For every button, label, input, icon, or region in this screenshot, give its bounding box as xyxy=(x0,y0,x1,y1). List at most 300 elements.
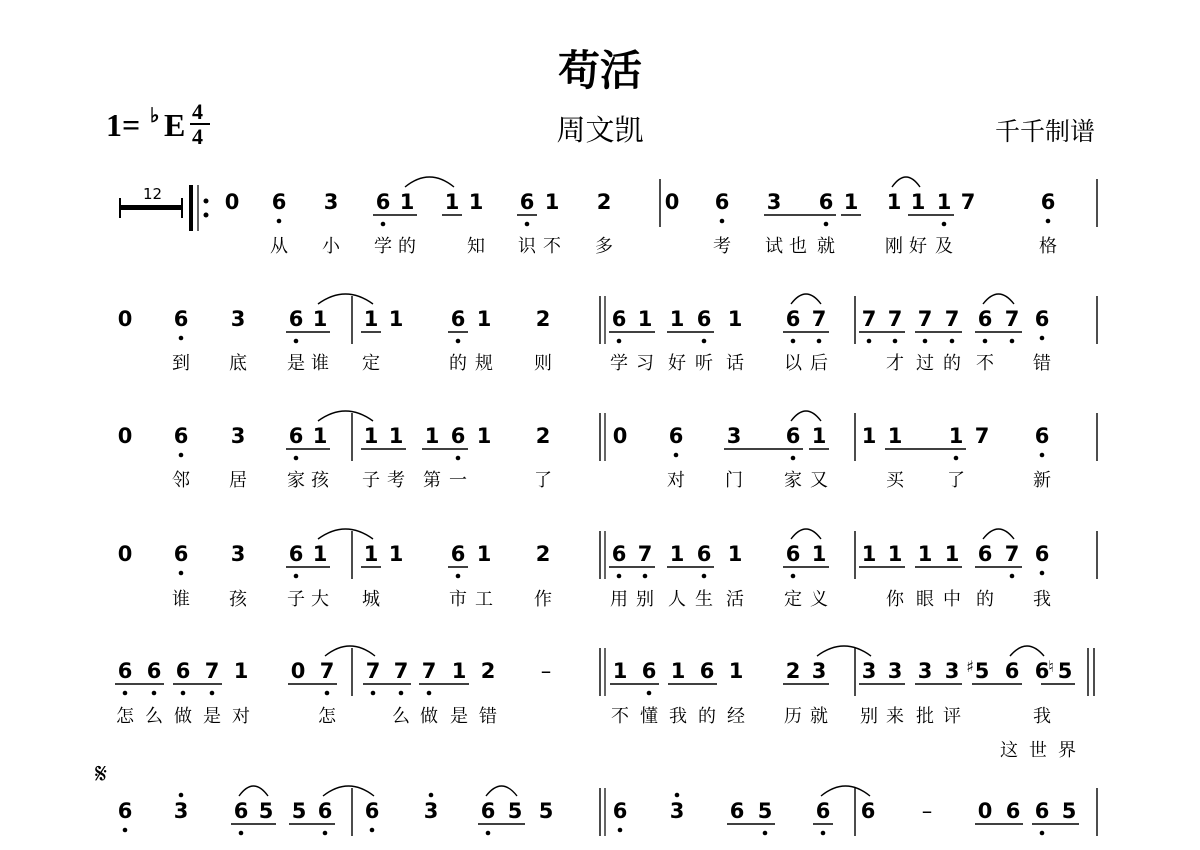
note-number: 6 xyxy=(785,307,801,331)
note-number: 6 xyxy=(611,307,627,331)
lyric-char: 子 xyxy=(287,589,305,610)
octave-dot xyxy=(674,453,679,458)
note-number: 7 xyxy=(319,659,335,683)
octave-dot xyxy=(821,831,826,836)
note-number: 1 xyxy=(811,424,827,448)
note-number: 0 xyxy=(224,190,240,214)
note-number: 1 xyxy=(233,659,249,683)
octave-dot xyxy=(179,793,184,798)
lyric-char: 从 xyxy=(270,236,288,257)
lyric-char: 懂 xyxy=(640,706,658,727)
tie-arc xyxy=(239,786,268,796)
repeat-start-barline xyxy=(189,185,209,231)
octave-dot xyxy=(179,336,184,341)
octave-dot xyxy=(763,831,768,836)
note-number: 1 xyxy=(476,307,492,331)
note-number: 6 xyxy=(977,542,993,566)
tie-arc xyxy=(791,411,821,421)
octave-dot xyxy=(427,691,432,696)
lyric-char: 做 xyxy=(420,706,438,727)
note-number: 1 xyxy=(544,190,560,214)
note-number: 6 xyxy=(1034,799,1050,823)
octave-dot xyxy=(123,691,128,696)
note-number: 1 xyxy=(861,424,877,448)
note-number: 1 xyxy=(399,190,415,214)
note-number: 6 xyxy=(696,307,712,331)
note-number: 6 xyxy=(173,542,189,566)
note-number: 6 xyxy=(288,542,304,566)
note-number: 1 xyxy=(936,190,952,214)
note-number: 0 xyxy=(612,424,628,448)
note-number: 7 xyxy=(917,307,933,331)
note-number: 6 xyxy=(117,659,133,683)
octave-dot xyxy=(181,691,186,696)
note-number: 6 xyxy=(1034,307,1050,331)
lyric-char: 工 xyxy=(475,589,493,610)
note-number: 1 xyxy=(917,542,933,566)
octave-dot xyxy=(456,574,461,579)
note-number: 2 xyxy=(535,307,551,331)
lyric-char: 谁 xyxy=(172,589,190,610)
octave-dot xyxy=(824,222,829,227)
lyric-char: 子 xyxy=(362,470,380,491)
note-number: 5 xyxy=(1057,659,1073,683)
note-number: 7 xyxy=(421,659,437,683)
note-number: 1 xyxy=(363,542,379,566)
lyric-char: 家 xyxy=(287,470,305,491)
lyric-char: 考 xyxy=(387,470,405,491)
tie-arc xyxy=(892,177,920,187)
note-number: 7 xyxy=(1004,542,1020,566)
lyric-char: 了 xyxy=(534,470,552,491)
note-number: 6 xyxy=(714,190,730,214)
lyric-char: 规 xyxy=(475,353,493,374)
singer-name: 周文凯 xyxy=(556,113,644,147)
octave-dot xyxy=(617,339,622,344)
tie-arc xyxy=(983,529,1014,539)
octave-dot xyxy=(618,828,623,833)
lyric-char: 好 xyxy=(668,353,686,374)
key-prefix: 1= xyxy=(106,107,141,143)
lyric-char: 试 xyxy=(765,236,783,257)
note-number: 7 xyxy=(365,659,381,683)
note-number: 6 xyxy=(860,799,876,823)
lyric-char: 界 xyxy=(1058,740,1076,761)
tie-arc xyxy=(791,529,821,539)
note-number: 6 xyxy=(1034,424,1050,448)
note-number: 3 xyxy=(230,542,246,566)
lyric-char: 是 xyxy=(203,706,221,727)
lyric-char: 到 xyxy=(172,353,190,374)
note-number: 2 xyxy=(480,659,496,683)
note-number: 6 xyxy=(785,424,801,448)
lyric-char: 来 xyxy=(886,706,904,727)
octave-dot xyxy=(179,453,184,458)
note-number: 1 xyxy=(887,424,903,448)
tie-arc xyxy=(325,646,375,656)
tie-arc xyxy=(817,646,871,656)
lyric-char: 过 xyxy=(916,353,934,374)
octave-dot xyxy=(675,793,680,798)
lyric-char: 的 xyxy=(943,353,961,374)
octave-dot xyxy=(647,691,652,696)
octave-dot xyxy=(950,339,955,344)
note-number: 5 xyxy=(1061,799,1077,823)
note-number: 1 xyxy=(944,542,960,566)
note-number: 3 xyxy=(230,424,246,448)
accidental-sign: ♯ xyxy=(966,657,974,676)
octave-dot xyxy=(179,571,184,576)
tie-arc xyxy=(318,411,373,421)
note-number: 1 xyxy=(388,424,404,448)
intro-rest-bar xyxy=(120,185,182,218)
octave-dot xyxy=(954,456,959,461)
note-number: 1 xyxy=(424,424,440,448)
lyric-char: 多 xyxy=(595,236,613,257)
lyric-char: 用 xyxy=(610,589,628,610)
note-number: 0 xyxy=(117,542,133,566)
note-number: 6 xyxy=(288,307,304,331)
note-number: 5 xyxy=(757,799,773,823)
octave-dot xyxy=(277,219,282,224)
note-number: 2 xyxy=(535,542,551,566)
note-number: 6 xyxy=(375,190,391,214)
flat-sign: ♭ xyxy=(150,105,160,127)
note-number: 7 xyxy=(944,307,960,331)
lyric-char: 则 xyxy=(534,353,552,374)
lyric-char: 不 xyxy=(543,236,561,257)
octave-dot xyxy=(817,339,822,344)
lyric-char: 习 xyxy=(636,353,654,374)
note-number: 6 xyxy=(696,542,712,566)
note-number: 6 xyxy=(1004,659,1020,683)
lyric-char: 刚 xyxy=(885,236,903,257)
lyric-char: 别 xyxy=(636,589,654,610)
note-number: 6 xyxy=(1040,190,1056,214)
octave-dot xyxy=(294,339,299,344)
lyric-char: 错 xyxy=(479,706,497,727)
note-number: 6 xyxy=(175,659,191,683)
octave-dot xyxy=(294,456,299,461)
note-number: 1 xyxy=(669,307,685,331)
score-line xyxy=(115,646,1094,761)
lyric-char: 不 xyxy=(611,706,629,727)
lyric-char: 大 xyxy=(311,589,329,610)
lyric-char: 又 xyxy=(810,470,828,491)
score-line xyxy=(118,294,1097,374)
note-number: 0 xyxy=(117,307,133,331)
octave-dot xyxy=(617,574,622,579)
lyric-char: 的 xyxy=(449,353,467,374)
tie-arc xyxy=(1010,646,1044,656)
lyric-char: 对 xyxy=(232,706,250,727)
lyric-char: 孩 xyxy=(311,470,329,491)
lyric-char: 后 xyxy=(810,353,828,374)
lyric-char: 的 xyxy=(398,236,416,257)
lyric-char: 话 xyxy=(726,353,744,374)
note-number: 1 xyxy=(363,307,379,331)
tie-arc xyxy=(486,786,517,796)
note-number: 1 xyxy=(887,542,903,566)
note-number: 3 xyxy=(811,659,827,683)
note-number: 2 xyxy=(596,190,612,214)
score-line xyxy=(225,177,1097,257)
octave-dot xyxy=(1046,219,1051,224)
note-number: 3 xyxy=(917,659,933,683)
octave-dot xyxy=(720,219,725,224)
note-number: 7 xyxy=(974,424,990,448)
note-number: 6 xyxy=(668,424,684,448)
octave-dot xyxy=(791,574,796,579)
note-number: 7 xyxy=(811,307,827,331)
note-number: 1 xyxy=(312,542,328,566)
lyric-char: 作 xyxy=(534,589,552,610)
lyric-char: 学 xyxy=(610,353,628,374)
lyric-char: 定 xyxy=(362,353,380,374)
note-number: 6 xyxy=(1034,659,1050,683)
note-number: 6 xyxy=(699,659,715,683)
note-number: 1 xyxy=(388,542,404,566)
transcriber-credit: 千千制谱 xyxy=(994,117,1095,146)
lyric-char: 这 xyxy=(1000,740,1018,761)
note-number: 1 xyxy=(312,424,328,448)
note-number: 1 xyxy=(669,542,685,566)
octave-dot xyxy=(1010,574,1015,579)
note-number: 1 xyxy=(861,542,877,566)
lyric-char: 生 xyxy=(695,589,713,610)
octave-dot xyxy=(702,339,707,344)
note-number: 0 xyxy=(290,659,306,683)
song-title: 苟活 xyxy=(557,46,642,95)
octave-dot xyxy=(942,222,947,227)
lyric-char: 市 xyxy=(449,589,467,610)
lyric-char: 考 xyxy=(713,236,731,257)
lyric-char: 也 xyxy=(789,236,807,257)
lyric-char: 是 xyxy=(450,706,468,727)
note-number: 5 xyxy=(291,799,307,823)
note-number: 0 xyxy=(977,799,993,823)
lyric-char: 我 xyxy=(669,706,687,727)
time-numerator: 4 xyxy=(192,100,203,124)
note-number: 6 xyxy=(288,424,304,448)
note-number: 6 xyxy=(611,542,627,566)
tie-arc xyxy=(821,786,870,796)
note-number: 1 xyxy=(910,190,926,214)
octave-dot xyxy=(123,828,128,833)
note-number: 0 xyxy=(664,190,680,214)
note-number: 6 xyxy=(173,424,189,448)
note-number: 6 xyxy=(612,799,628,823)
octave-dot xyxy=(791,456,796,461)
note-number: 6 xyxy=(519,190,535,214)
note-number: 7 xyxy=(960,190,976,214)
octave-dot xyxy=(210,691,215,696)
time-denominator: 4 xyxy=(192,124,203,149)
note-number: 1 xyxy=(468,190,484,214)
note-number: 1 xyxy=(948,424,964,448)
note-number: 6 xyxy=(271,190,287,214)
lyric-char: 的 xyxy=(976,589,994,610)
score-line xyxy=(118,411,1097,491)
octave-dot xyxy=(370,828,375,833)
octave-dot xyxy=(325,691,330,696)
lyric-char: 中 xyxy=(943,589,961,610)
lyric-char: 了 xyxy=(947,470,965,491)
note-number: 1 xyxy=(312,307,328,331)
lyric-char: 门 xyxy=(725,470,743,491)
note-number: 1 xyxy=(843,190,859,214)
lyric-char: 买 xyxy=(886,470,904,491)
score-line xyxy=(118,786,1097,836)
note-number: 1 xyxy=(363,424,379,448)
lyric-char: 第 xyxy=(423,470,441,491)
lyric-char: 就 xyxy=(810,706,828,727)
lyric-char: 错 xyxy=(1033,353,1051,374)
lyric-char: 做 xyxy=(174,706,192,727)
note-number: 7 xyxy=(637,542,653,566)
note-number: 6 xyxy=(785,542,801,566)
note-number: 1 xyxy=(886,190,902,214)
octave-dot xyxy=(399,691,404,696)
note-number: 3 xyxy=(669,799,685,823)
lyric-char: 么 xyxy=(145,706,163,727)
score-line xyxy=(118,529,1097,610)
note-number: 7 xyxy=(393,659,409,683)
octave-dot xyxy=(429,793,434,798)
note-number: 6 xyxy=(818,190,834,214)
lyric-char: 新 xyxy=(1033,470,1051,491)
note-number: 1 xyxy=(451,659,467,683)
lyric-char: 我 xyxy=(1033,706,1051,727)
lyric-char: 怎 xyxy=(318,706,336,727)
lyric-char: 经 xyxy=(727,706,745,727)
lyric-char: 不 xyxy=(976,353,994,374)
note-number: 1 xyxy=(444,190,460,214)
tie-arc xyxy=(983,294,1014,304)
lyric-char: 历 xyxy=(784,706,802,727)
lyric-char: 城 xyxy=(362,589,380,610)
lyric-char: 及 xyxy=(935,236,953,257)
note-number: 3 xyxy=(887,659,903,683)
tie-arc xyxy=(318,294,373,304)
note-number: 6 xyxy=(364,799,380,823)
tie-arc xyxy=(323,786,374,796)
note-number: 3 xyxy=(423,799,439,823)
note-number: 6 xyxy=(146,659,162,683)
note-number: 5 xyxy=(258,799,274,823)
note-number: 3 xyxy=(726,424,742,448)
note-number: 1 xyxy=(727,307,743,331)
note-number: 6 xyxy=(1034,542,1050,566)
octave-dot xyxy=(486,831,491,836)
lyric-char: 义 xyxy=(810,589,828,610)
tie-arc xyxy=(405,177,454,187)
segno-sign: 𝄋 xyxy=(95,757,108,790)
lyric-char: 么 xyxy=(392,706,410,727)
lyric-char: 家 xyxy=(784,470,802,491)
intro-rest-count: 12 xyxy=(143,185,163,203)
note-number: 1 xyxy=(476,542,492,566)
lyric-char: 知 xyxy=(467,236,485,257)
note-number: 1 xyxy=(728,659,744,683)
lyric-char: 评 xyxy=(943,706,961,727)
tie-arc xyxy=(318,529,373,539)
sustain-dash: – xyxy=(540,659,552,683)
note-number: 2 xyxy=(785,659,801,683)
octave-dot xyxy=(1010,339,1015,344)
note-number: 3 xyxy=(230,307,246,331)
octave-dot xyxy=(791,339,796,344)
note-number: 7 xyxy=(1004,307,1020,331)
note-number: 3 xyxy=(861,659,877,683)
note-number: 5 xyxy=(507,799,523,823)
lyric-char: 以 xyxy=(784,353,802,374)
note-number: 1 xyxy=(476,424,492,448)
note-number: 3 xyxy=(766,190,782,214)
octave-dot xyxy=(323,831,328,836)
lyric-char: 批 xyxy=(916,706,934,727)
octave-dot xyxy=(983,339,988,344)
note-number: 6 xyxy=(317,799,333,823)
lyric-char: 你 xyxy=(886,589,904,610)
note-number: 6 xyxy=(977,307,993,331)
note-number: 3 xyxy=(173,799,189,823)
octave-dot xyxy=(923,339,928,344)
accidental-sign: ♮ xyxy=(1048,657,1054,676)
note-number: 6 xyxy=(641,659,657,683)
tie-arc xyxy=(791,294,821,304)
octave-dot xyxy=(893,339,898,344)
note-number: 5 xyxy=(974,659,990,683)
lyric-char: 就 xyxy=(817,236,835,257)
octave-dot xyxy=(239,831,244,836)
octave-dot xyxy=(294,574,299,579)
lyric-char: 眼 xyxy=(916,589,934,610)
lyric-char: 定 xyxy=(784,589,802,610)
octave-dot xyxy=(525,222,530,227)
lyric-char: 才 xyxy=(886,353,904,374)
lyric-char: 学 xyxy=(374,236,392,257)
note-number: 6 xyxy=(729,799,745,823)
sustain-dash: – xyxy=(921,799,933,823)
lyric-char: 对 xyxy=(667,470,685,491)
lyric-char: 活 xyxy=(726,589,744,610)
lyric-char: 怎 xyxy=(116,706,134,727)
note-number: 3 xyxy=(323,190,339,214)
lyric-char: 人 xyxy=(668,589,686,610)
note-number: 6 xyxy=(173,307,189,331)
octave-dot xyxy=(1040,453,1045,458)
lyric-char: 好 xyxy=(909,236,927,257)
note-number: 0 xyxy=(117,424,133,448)
octave-dot xyxy=(371,691,376,696)
note-number: 7 xyxy=(887,307,903,331)
note-number: 5 xyxy=(538,799,554,823)
note-number: 6 xyxy=(1005,799,1021,823)
octave-dot xyxy=(152,691,157,696)
note-number: 3 xyxy=(944,659,960,683)
octave-dot xyxy=(456,339,461,344)
octave-dot xyxy=(643,574,648,579)
octave-dot xyxy=(702,574,707,579)
lyric-char: 别 xyxy=(860,706,878,727)
lyric-char: 是 xyxy=(287,353,305,374)
note-number: 1 xyxy=(670,659,686,683)
note-number: 6 xyxy=(450,307,466,331)
lyric-char: 识 xyxy=(518,236,536,257)
lyric-char: 孩 xyxy=(229,589,247,610)
note-number: 1 xyxy=(612,659,628,683)
